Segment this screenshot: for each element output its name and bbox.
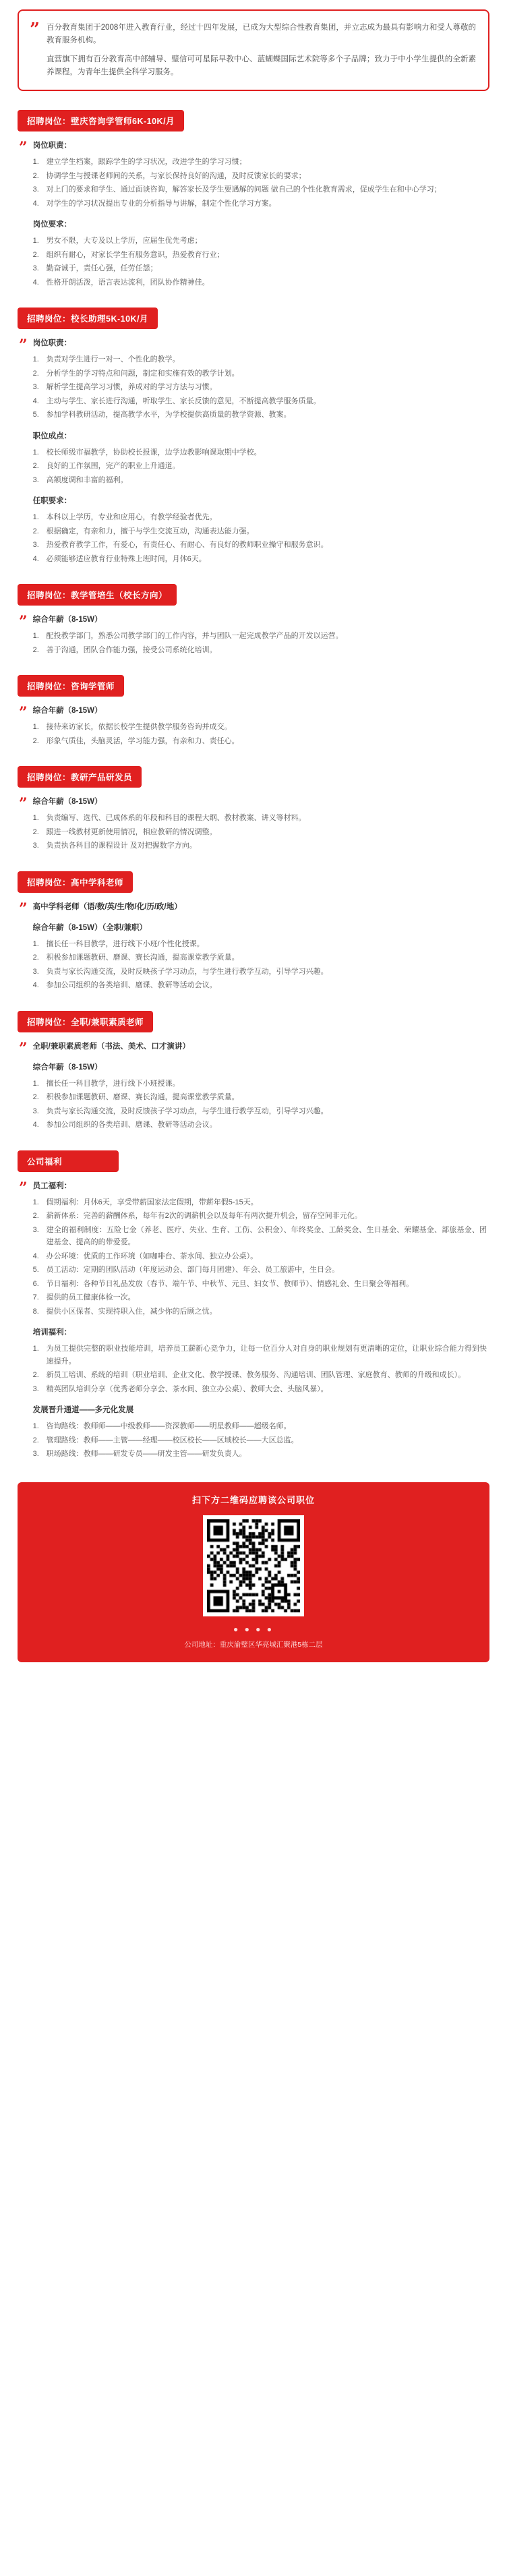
- list-index: 3.: [32, 1225, 39, 1234]
- section-header: 招聘岗位：教研产品研发员: [18, 766, 142, 788]
- job-section: [0, 996, 507, 1136]
- list-item: [33, 511, 487, 524]
- list-item-text: 性格开朗活泼，语言表达流利，团队协作精神佳。: [46, 278, 210, 287]
- list-item-text: 校长师级市福教学，协助校长报课，边学边教影响课取期中学校。: [46, 448, 262, 457]
- section-content: [33, 1041, 487, 1133]
- list-item: [33, 1210, 487, 1223]
- list-item-text: 提供的员工健康体检一次。: [46, 1293, 136, 1301]
- intro-text: [47, 22, 476, 79]
- list-index: 1.: [32, 355, 39, 363]
- qr-canvas: [207, 1519, 300, 1612]
- list-index: 2.: [32, 171, 39, 180]
- list-index: 1.: [32, 939, 39, 948]
- list-item: [33, 1434, 487, 1447]
- company-address: 公司地址：重庆渝璧区华亮城汇聚港5栋二层: [184, 1640, 323, 1649]
- content-group: [33, 1326, 487, 1395]
- list-item: [33, 156, 487, 169]
- list-item-text: 男女不限，大专及以上学历，应届生优先考虑；: [46, 237, 202, 245]
- list-item: [33, 1078, 487, 1090]
- list-item-text: 热爱教育教学工作，有爱心，有责任心、有耐心、有良好的教师职业操守和服务意识。: [46, 541, 328, 549]
- list-item: [33, 409, 487, 421]
- list-item-text: 职场路线：教师——研发专员——研发主管——研发负责人。: [46, 1450, 247, 1458]
- list-item: [33, 938, 487, 951]
- quote-icon: ”: [19, 704, 28, 722]
- item-list: [33, 630, 487, 656]
- item-list: [33, 1420, 487, 1461]
- list-index: 1.: [32, 814, 39, 822]
- group-title: 发展晋升通道——多元化发展: [32, 1406, 134, 1414]
- quote-icon: ”: [19, 1039, 28, 1057]
- content-group: [33, 430, 487, 487]
- section-content: [33, 705, 487, 749]
- list-item: [33, 1091, 487, 1104]
- section-body: [18, 1032, 489, 1136]
- list-item: [33, 812, 487, 825]
- list-index: 5.: [32, 411, 39, 419]
- list-index: 2.: [32, 954, 39, 962]
- list-item: [33, 966, 487, 978]
- group-title: 员工福利：: [32, 1181, 72, 1190]
- job-section: [0, 569, 507, 660]
- group-title: 任职要求：: [32, 497, 72, 505]
- content-group: [33, 140, 487, 210]
- item-list: [33, 1196, 487, 1318]
- section-header: 公司福利: [18, 1150, 119, 1172]
- list-item: [33, 553, 487, 566]
- list-item-text: 负责与家长沟通交流，及时反映孩子学习动点，与学生进行教学互动，引导学习兴趣。: [46, 967, 328, 976]
- list-item: [33, 735, 487, 748]
- list-item-text: 办公环境：优质的工作环境（如咖啡台、茶水间、独立办公桌）。: [46, 1252, 258, 1260]
- list-index: 4.: [32, 981, 39, 989]
- list-index: 2.: [32, 1212, 39, 1220]
- group-title: 高中学科老师（语/数/英/生/物/化/历/政/地）: [32, 902, 182, 911]
- item-list: [33, 1078, 487, 1132]
- list-index: 2.: [32, 369, 39, 378]
- qr-dots: ● ● ● ●: [233, 1624, 274, 1634]
- group-title: 综合年薪（8-15W）: [32, 1063, 102, 1072]
- item-list: [33, 353, 487, 421]
- quote-icon: ”: [19, 900, 28, 918]
- list-index: 4.: [32, 199, 39, 208]
- list-item: [33, 262, 487, 275]
- list-item: [33, 474, 487, 487]
- list-item-text: 根据确定，有亲和力，擅于与学生交流互动，沟通表达能力强。: [46, 527, 254, 535]
- group-title: 岗位职责：: [32, 339, 72, 347]
- list-item-text: 高额度调和丰富的福利。: [46, 475, 128, 484]
- qr-title: 扫下方二维码应聘该公司职位: [191, 1494, 315, 1505]
- list-item: [33, 1306, 487, 1318]
- qr-code[interactable]: [203, 1515, 304, 1616]
- list-index: 2.: [32, 827, 39, 836]
- group-title: 培训福利：: [32, 1328, 72, 1337]
- list-item: [33, 249, 487, 262]
- list-item-text: 善于沟通，团队合作能力强，接受公司系统化培训。: [46, 645, 217, 654]
- content-group: [33, 922, 487, 992]
- section-header: 招聘岗位：壁庆咨询学管师6K-10K/月: [18, 110, 184, 131]
- list-item-text: 参加公司组织的各类培训、磨课、教研等活动会议。: [46, 1121, 217, 1129]
- content-group: [33, 705, 487, 747]
- list-index: 4.: [32, 554, 39, 563]
- list-item: [33, 276, 487, 289]
- section-header: 招聘岗位：教学管培生（校长方向）: [18, 584, 177, 606]
- item-list: [33, 446, 487, 487]
- content-group: [33, 1180, 487, 1318]
- quote-icon: ”: [19, 613, 28, 631]
- section-header: 招聘岗位：全职/兼职素质老师: [18, 1011, 153, 1032]
- list-item-text: 解析学生提高学习习惯，养成对的学习方法与习惯。: [46, 383, 217, 391]
- job-section: [0, 1136, 507, 1465]
- list-index: 1.: [32, 1345, 39, 1353]
- group-title: 综合年薪（8-15W）: [32, 616, 102, 624]
- list-item: [33, 446, 487, 459]
- intro-paragraph: 百分教育集团于2008年进入教育行业，经过十四年发展，已成为大型综合性教育集团，并立志成为最具有影响力和受人尊敬的教育服务机构。: [46, 24, 476, 45]
- section-header: 招聘岗位：高中学科老师: [18, 871, 133, 893]
- section-body: [18, 697, 489, 751]
- section-body: [18, 1172, 489, 1465]
- list-item-text: 分析学生的学习特点和问题，制定和实施有效的教学计划。: [46, 369, 239, 378]
- qr-block: [18, 1482, 489, 1662]
- list-item: [33, 1119, 487, 1132]
- list-index: 3.: [32, 264, 39, 272]
- content-group: [33, 1061, 487, 1132]
- list-index: 1.: [32, 1422, 39, 1430]
- list-item-text: 参加公司组织的各类培训、磨课、教研等活动会议。: [46, 981, 217, 989]
- list-index: 2.: [32, 462, 39, 470]
- list-index: 2.: [32, 250, 39, 259]
- list-index: 1.: [32, 237, 39, 245]
- list-item: [33, 1343, 487, 1368]
- list-item-text: 跟进一线教材更新使用情况，相应教研的情况调整。: [46, 827, 217, 836]
- list-item: [33, 1420, 487, 1433]
- list-item-text: 假期福利：月休6天，享受带薪国家法定假期，带薪年假5-15天。: [46, 1198, 258, 1206]
- group-title: 全职/兼职素质老师（书法、美术、口才演讲）: [32, 1042, 190, 1051]
- list-item-text: 组织有耐心，对家长学生有服务意识，热爱教育行业；: [46, 250, 225, 259]
- item-list: [33, 721, 487, 747]
- list-item: [33, 952, 487, 964]
- job-section: [0, 751, 507, 856]
- job-section: [0, 293, 507, 569]
- list-item: [33, 353, 487, 366]
- section-body: [18, 606, 489, 660]
- section-content: [33, 614, 487, 657]
- list-item: [33, 979, 487, 992]
- list-item-text: 负责对学生进行一对一、个性化的教学。: [46, 355, 180, 363]
- list-item-text: 负责与家长沟通交流，及时反馈孩子学习动点，与学生进行教学互动，引导学习兴趣。: [46, 1107, 328, 1115]
- item-list: [33, 235, 487, 289]
- list-item-text: 勤奋诚于，责任心强，任劳任怨；: [46, 264, 158, 272]
- group-title: 职位成点：: [32, 432, 72, 440]
- intro-section: [0, 0, 507, 95]
- list-item-text: 擅长任一科目教学，进行线下小班/个性化授课。: [46, 939, 204, 948]
- quote-icon: ”: [19, 795, 28, 813]
- list-index: 2.: [32, 1371, 39, 1379]
- section-body: [18, 329, 489, 569]
- quote-icon: ”: [19, 336, 28, 354]
- list-index: 3.: [32, 475, 39, 484]
- list-item-text: 接待来访家长，依据长校学生提供教学服务咨询并成交。: [46, 723, 232, 731]
- section-content: [33, 140, 487, 290]
- list-index: 1.: [32, 1079, 39, 1088]
- list-item-text: 管理路线：教师——主管——经理——校区校长——区域校长——大区总监。: [46, 1436, 299, 1444]
- list-item-text: 擅长任一科目教学，进行线下小班授课。: [46, 1079, 180, 1088]
- list-item: [33, 1278, 487, 1291]
- list-item-text: 对上门的要求和学生、通过面谈咨询，解答家长及学生要遇解的问题 做自己的个性化教育需求，促成学生在和中心学习；: [46, 185, 442, 194]
- sections-host: [0, 95, 507, 1465]
- list-index: 3.: [32, 185, 39, 194]
- list-index: 3.: [32, 541, 39, 549]
- list-item-text: 主动与学生、家长进行沟通，听取学生、家长反馈的意见，不断提高教学服务质量。: [46, 397, 321, 405]
- list-index: 4.: [32, 278, 39, 287]
- list-item-text: 节日福利：各种节日礼品发放（春节、端午节、中秋节、元旦、妇女节、教师节）、情感礼金、生日聚会等福利。: [46, 1279, 414, 1288]
- content-group: [33, 1041, 487, 1053]
- list-item: [33, 395, 487, 408]
- list-item: [33, 1105, 487, 1118]
- list-index: 3.: [32, 1450, 39, 1458]
- list-item: [33, 183, 487, 196]
- list-index: 4.: [32, 1121, 39, 1129]
- list-item-text: 精英团队培训分享（优秀老师分享会、茶水间、独立办公桌）、教师大会、头脑风暴）。: [46, 1384, 328, 1393]
- section-header: 招聘岗位：校长助理5K-10K/月: [18, 308, 158, 329]
- list-index: 2.: [32, 527, 39, 535]
- list-item: [33, 460, 487, 473]
- list-index: 3.: [32, 842, 39, 850]
- item-list: [33, 1343, 487, 1395]
- list-item-text: 必须能够适应教育行业特殊上班时间，月休6天。: [46, 554, 206, 563]
- list-index: 2.: [32, 645, 39, 654]
- list-item-text: 本科以上学历，专业和应用心，有教学经验者优先。: [46, 513, 217, 521]
- list-item-text: 新员工培训、系统的培训（职业培训、企业文化、教学授课、教务服务、沟通培训、团队管理、家庭教育、教师的升级和成长）。: [46, 1371, 466, 1379]
- item-list: [33, 812, 487, 852]
- group-title: 岗位职责：: [32, 142, 72, 150]
- list-item: [33, 1264, 487, 1277]
- group-title: 综合年薪（8-15W）: [32, 707, 102, 715]
- list-index: 7.: [32, 1293, 39, 1301]
- job-section: [0, 95, 507, 293]
- list-item-text: 配投教学部门，熟悉公司教学部门的工作内容，并与团队一起完成教学产品的开发以运营。: [46, 632, 343, 640]
- list-index: 1.: [32, 632, 39, 640]
- list-item-text: 建全的福利制度：五险七金（养老、医疗、失业、生育、工伤、公积金）、年终奖金、工龄奖金、生日基金、荣耀基金、部旅基金、团建基金、提高的的带爱爱。: [46, 1225, 487, 1246]
- list-index: 1.: [32, 513, 39, 521]
- list-index: 3.: [32, 1384, 39, 1393]
- list-item-text: 提供小区保者、实现持职入住，减少你的后顾之忧。: [46, 1307, 217, 1316]
- list-index: 2.: [32, 1093, 39, 1101]
- list-item-text: 员工活动：定期的团队活动（年度运动会、部门每月团建）、年会、员工旅游中，生日会。: [46, 1266, 340, 1274]
- section-content: [33, 1180, 487, 1462]
- list-item-text: 为员工提供完整的职业技能培训，培养员工薪新心竞争力，让每一位百分人对自身的职业规划有更清晰的定位，让职业综合能力得到快速提升。: [46, 1345, 487, 1366]
- list-item: [33, 1196, 487, 1209]
- job-section: [0, 660, 507, 751]
- list-item: [33, 840, 487, 852]
- list-index: 4.: [32, 1252, 39, 1260]
- list-index: 1.: [32, 448, 39, 457]
- item-list: [33, 511, 487, 565]
- section-body: [18, 788, 489, 856]
- list-item-text: 负责执各科目的课程设计 及对把握数字方向。: [46, 842, 197, 850]
- content-group: [33, 796, 487, 852]
- list-item: [33, 1383, 487, 1396]
- list-item-text: 积极参加课题教研、磨课、赛长沟通，提高课堂教学质量。: [46, 954, 239, 962]
- item-list: [33, 156, 487, 210]
- list-item: [33, 1291, 487, 1304]
- list-item: [33, 826, 487, 839]
- list-item-text: 建立学生档案，跟踪学生的学习状况，改进学生的学习习惯；: [46, 158, 247, 166]
- group-title: 岗位要求：: [32, 221, 72, 229]
- list-index: 1.: [32, 1198, 39, 1206]
- list-item: [33, 1448, 487, 1461]
- list-index: 1.: [32, 158, 39, 166]
- list-index: 4.: [32, 397, 39, 405]
- item-list: [33, 938, 487, 992]
- list-item-text: 良好的工作氛围，完产的职业上升通道。: [46, 462, 180, 470]
- group-title: 综合年薪（8-15W）: [32, 798, 102, 806]
- list-item-text: 积极参加课题教研、磨课、赛长沟通，提高课堂教学质量。: [46, 1093, 239, 1101]
- section-body: [18, 131, 489, 293]
- intro-box: [18, 9, 489, 91]
- section-body: [18, 893, 489, 996]
- list-item: [33, 170, 487, 183]
- job-section: [0, 856, 507, 996]
- content-group: [33, 218, 487, 289]
- list-item: [33, 198, 487, 210]
- quote-icon: ”: [19, 1179, 28, 1197]
- list-item: [33, 721, 487, 734]
- content-group: [33, 1404, 487, 1461]
- list-item-text: 协调学生与授课老师间的关系，与家长保持良好的沟通，及时反馈家长的要求；: [46, 171, 306, 180]
- quote-icon: ”: [30, 20, 40, 40]
- list-item: [33, 368, 487, 380]
- list-item-text: 薪新体系：完善的薪酬体系，每年有2次的调薪机会以及每年有两次提升机会，留存空间非元化。: [46, 1212, 362, 1220]
- list-item-text: 参加学科教研活动，提高教学水平，为学校提供高质量的教学资源、教案。: [46, 411, 291, 419]
- list-item: [33, 644, 487, 657]
- content-group: [33, 337, 487, 421]
- list-item: [33, 630, 487, 643]
- list-index: 8.: [32, 1307, 39, 1316]
- content-group: [33, 614, 487, 656]
- section-content: [33, 337, 487, 566]
- section-content: [33, 796, 487, 854]
- list-index: 6.: [32, 1279, 39, 1288]
- list-item: [33, 1250, 487, 1263]
- list-index: 1.: [32, 723, 39, 731]
- list-item-text: 对学生的学习状况提出专业的分析指导与讲解，制定个性化学习方案。: [46, 199, 276, 208]
- quote-icon: ”: [19, 139, 28, 156]
- section-content: [33, 901, 487, 993]
- list-index: 5.: [32, 1266, 39, 1274]
- list-index: 3.: [32, 1107, 39, 1115]
- list-item: [33, 1224, 487, 1249]
- list-index: 3.: [32, 967, 39, 976]
- list-item-text: 咨询路线：教师师——中级教师——资深教师——明星教师——超级名师。: [46, 1422, 291, 1430]
- list-index: 2.: [32, 1436, 39, 1444]
- list-item: [33, 539, 487, 552]
- list-item: [33, 381, 487, 394]
- list-item: [33, 235, 487, 247]
- section-header: 招聘岗位：咨询学管师: [18, 675, 124, 697]
- list-item: [33, 1369, 487, 1382]
- list-index: 2.: [32, 736, 39, 745]
- intro-paragraph: 直营旗下拥有百分教育高中部辅导、璧信可可星际早教中心、蓝蝴蝶国际艺术院等多个子品牌；致力于中小学生提供的全新素养课程，为青年生提供全科学习服务。: [46, 55, 476, 76]
- content-group: [33, 495, 487, 565]
- content-group: [33, 901, 487, 913]
- list-index: 3.: [32, 383, 39, 391]
- list-item-text: 负责编写、选代、已成体系的年段和科目的课程大纲、教材教案、讲义等材料。: [46, 814, 306, 822]
- list-item: [33, 525, 487, 538]
- group-title: 综合年薪（8-15W）（全职/兼职）: [32, 923, 147, 932]
- list-item-text: 形象气质佳，头脑灵活，学习能力强，有亲和力、责任心。: [46, 736, 239, 745]
